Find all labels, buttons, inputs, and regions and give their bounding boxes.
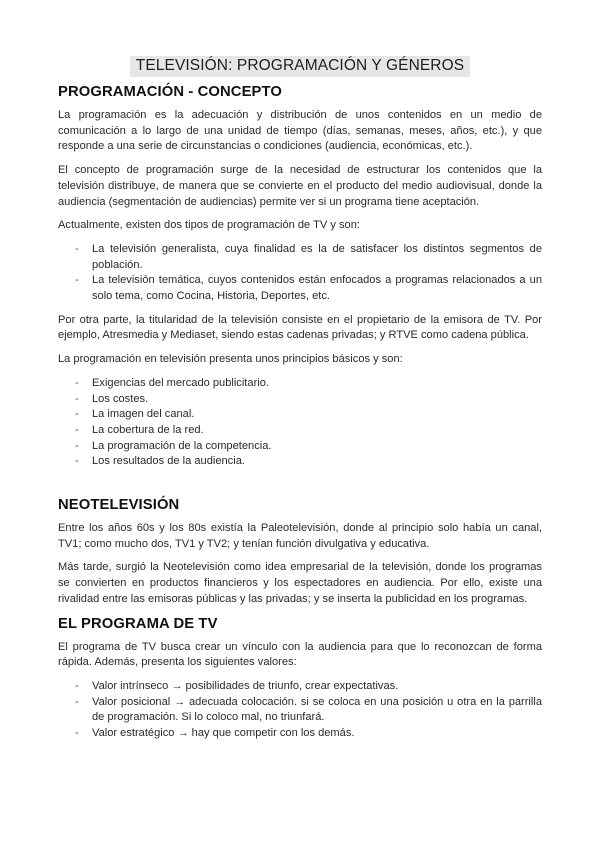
list-item: - La televisión generalista, cuya finalidad es la de satisfacer los distintos segmentos de población. (58, 242, 542, 273)
paragraph: La programación en televisión presenta unos principios básicos y son: (58, 353, 403, 366)
list-item: - La programación de la competencia. (58, 439, 542, 455)
list-item: - Valor posicional → adecuada colocación. si se coloca en una posición u otra en la parrilla de programación. Si lo coloco mal, no triunfará. (58, 695, 542, 726)
paragraph: Más tarde, surgió la Neotelevisión como idea empresarial de la televisión, donde los programas se convierten en productos financieros y los espectadores en audiencia. Por ello, existe una rivalidad entre las emisoras públicas y las privadas; y se inserta la publicidad en los programas. (58, 561, 542, 605)
paragraph: Por otra parte, la titularidad de la televisión consiste en el propietario de la emisora de TV. Por ejemplo, Atresmedia y Mediaset, siendo estas cadenas privadas; y RTVE como cadena pública. (58, 313, 542, 342)
section-heading-neotelevision: NEOTELEVISIÓN (58, 497, 180, 514)
paragraph: Actualmente, existen dos tipos de programación de TV y son: (58, 219, 360, 232)
list-item: - Valor intrínseco → posibilidades de triunfo, crear expectativas. (58, 679, 542, 695)
list-item: - Valor estratégico → hay que competir con los demás. (58, 726, 542, 742)
list-item: - La cobertura de la red. (58, 423, 542, 439)
paragraph: La programación es la adecuación y distribución de unos contenidos en un medio de comunicación a lo largo de una unidad de tiempo (días, semanas, meses, años, etc.), y que responde a una serie de circunstancias o condiciones (audiencia, económicas, etc.). (58, 109, 542, 153)
list-item: - Exigencias del mercado publicitario. (58, 376, 542, 392)
document-page (58, 56, 542, 750)
document-title: TELEVISIÓN: PROGRAMACIÓN Y GÉNEROS (130, 56, 470, 77)
list-item: - Los resultados de la audiencia. (58, 454, 542, 470)
list-item: - La televisión temática, cuyos contenidos están enfocados a programas relacionados a un solo tema, como Cocina, Historia, Deportes, etc. (58, 273, 542, 304)
principles-list (58, 376, 542, 470)
section-heading-programa-tv: EL PROGRAMA DE TV (58, 615, 218, 632)
list-item: - Los costes. (58, 392, 542, 408)
paragraph: Entre los años 60s y los 80s existía la Paleotelevisión, donde al principio solo había un canal, TV1; como mucho dos, TV1 y TV2; y tenían función divulgativa y educativa. (58, 522, 542, 550)
paragraph: El programa de TV busca crear un vínculo con la audiencia para que lo reconozcan de forma rápida. Además, presenta los siguientes valores: (58, 640, 542, 669)
section-heading-programacion: PROGRAMACIÓN - CONCEPTO (58, 84, 282, 100)
program-values-list (58, 679, 542, 742)
paragraph: El concepto de programación surge de la necesidad de estructurar los contenidos que la televisión distribuye, de manera que se convierte en el producto del medio audiovisual, donde la audiencia (segmentación de audiencias) permite ver si un programa tiene aceptación. (58, 164, 542, 208)
list-item: - La imagen del canal. (58, 407, 542, 423)
programming-types-list (58, 242, 542, 305)
